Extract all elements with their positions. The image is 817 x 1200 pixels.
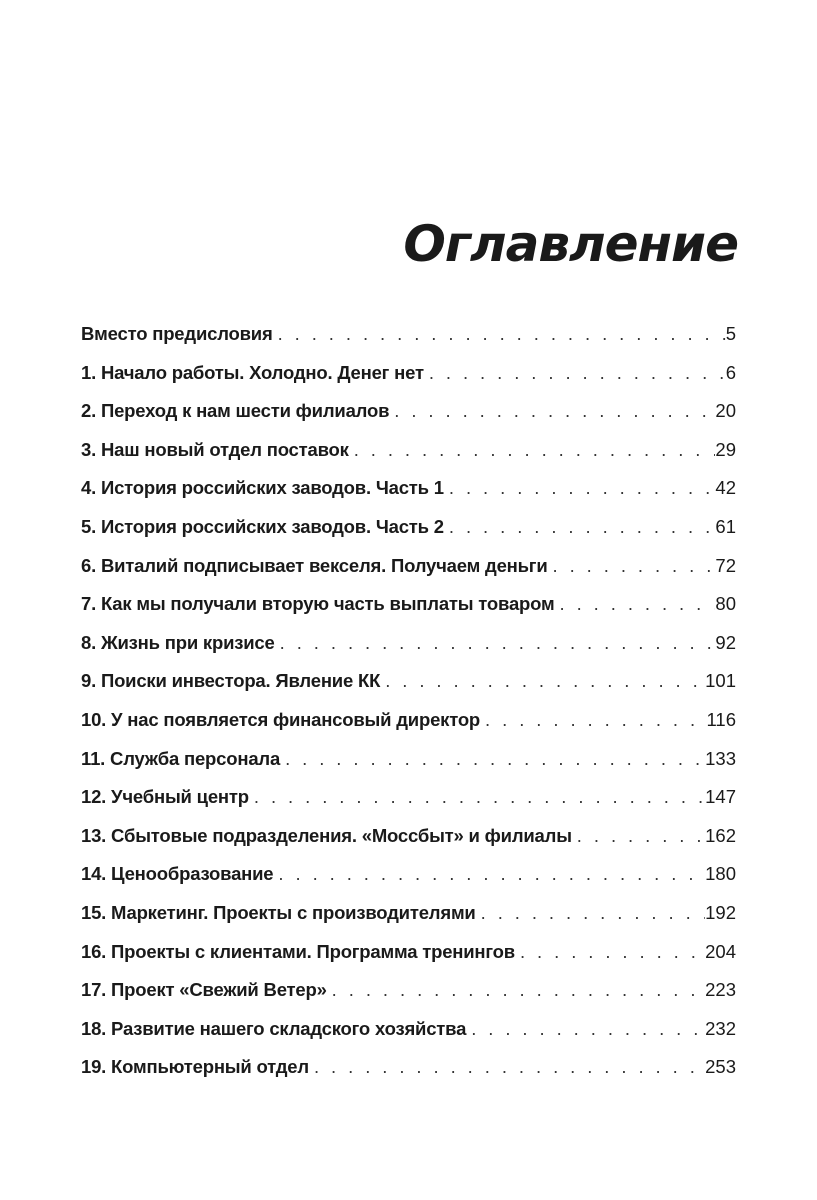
toc-entry-title: 17. Проект «Свежий Ветер»: [81, 979, 327, 1001]
toc-page-number: 133: [705, 747, 736, 769]
toc-page-number: 72: [715, 554, 736, 576]
toc-page-number: 6: [725, 361, 736, 383]
toc-entry-title: Вместо предисловия: [81, 323, 273, 344]
toc-dot-leader: [309, 1048, 705, 1087]
toc-entry: [81, 508, 736, 547]
toc-entry-title: 6. Виталий подписывает векселя. Получаем деньги: [81, 554, 548, 576]
toc-entry-title: 5. История российских заводов. Часть 2: [81, 515, 444, 537]
toc-dot-leader: [444, 469, 716, 508]
toc-dot-leader: [480, 701, 706, 740]
toc-entry: [81, 585, 736, 624]
toc-entry: [81, 971, 736, 1010]
toc-page-number: 253: [705, 1056, 736, 1078]
toc-entry: [81, 547, 736, 586]
toc-entry: [81, 855, 736, 894]
toc-entry: [81, 392, 736, 431]
toc-page-number: 192: [705, 901, 736, 923]
toc-entry-title: 18. Развитие нашего складского хозяйства: [81, 1017, 467, 1039]
toc-page-number: 204: [705, 940, 736, 962]
toc-entry-title: 11. Служба персонала: [81, 747, 281, 769]
toc-entry: [81, 1010, 736, 1049]
toc-page-number: 223: [705, 979, 736, 1001]
page-title: Оглавление: [403, 215, 738, 273]
toc-page-number: 147: [705, 786, 736, 808]
toc-entry-title: 10. У нас появляется финансовый директор: [81, 708, 481, 730]
toc-page-number: 180: [705, 863, 736, 885]
toc-entry: [81, 894, 736, 933]
toc-entry: [81, 624, 736, 663]
toc-page-number: 232: [705, 1017, 736, 1039]
toc-entry-title: 2. Переход к нам шести филиалов: [81, 400, 390, 422]
toc-page-number: 162: [705, 824, 736, 846]
toc-entry: [81, 933, 736, 972]
toc-dot-leader: [380, 662, 705, 701]
toc-page-number: 20: [715, 400, 736, 422]
toc-page-number: 61: [715, 515, 736, 537]
toc-dot-leader: [389, 392, 715, 431]
toc-entry-title: 8. Жизнь при кризисе: [81, 631, 275, 653]
toc-dot-leader: [466, 1010, 705, 1049]
toc-dot-leader: [476, 894, 706, 933]
toc-page-number: 29: [715, 438, 736, 460]
toc-dot-leader: [273, 855, 705, 894]
toc-dot-leader: [572, 817, 705, 856]
toc-dot-leader: [548, 547, 716, 586]
toc-entry: [81, 354, 736, 393]
toc-entry: [81, 701, 736, 740]
toc-dot-leader: [349, 431, 716, 470]
toc-entry-title: 15. Маркетинг. Проекты с производителями: [81, 901, 476, 923]
toc-page-number: 116: [706, 708, 736, 730]
toc-entry-title: 19. Компьютерный отдел: [81, 1056, 309, 1078]
toc-dot-leader: [273, 315, 726, 354]
toc-entry-title: 3. Наш новый отдел поставок: [81, 438, 349, 460]
toc-entry: [81, 662, 736, 701]
toc-entry-title: 1. Начало работы. Холодно. Денег нет: [81, 361, 424, 383]
toc-page-number: 101: [705, 670, 736, 692]
toc-dot-leader: [555, 585, 716, 624]
toc-dot-leader: [444, 508, 716, 547]
toc-dot-leader: [280, 740, 705, 779]
toc-page-number: 5: [725, 323, 736, 344]
toc-entry: [81, 315, 736, 354]
toc-page-number: 92: [715, 631, 736, 653]
toc-dot-leader: [249, 778, 705, 817]
toc-entry: [81, 778, 736, 817]
toc-page-number: 42: [715, 477, 736, 499]
toc-page-number: 80: [715, 593, 736, 615]
toc-entry-title: 13. Сбытовые подразделения. «Моссбыт» и филиалы: [81, 824, 572, 846]
toc-entry-title: 7. Как мы получали вторую часть выплаты товаром: [81, 593, 555, 615]
toc-entry: [81, 431, 736, 470]
toc-dot-leader: [327, 971, 705, 1010]
toc-dot-leader: [515, 933, 705, 972]
toc-entry: [81, 740, 736, 779]
toc-entry-title: 12. Учебный центр: [81, 786, 249, 808]
toc-entry-title: 9. Поиски инвестора. Явление КК: [81, 670, 381, 692]
toc-entry-title: 14. Ценообразование: [81, 863, 274, 885]
toc-entry: [81, 469, 736, 508]
toc-dot-leader: [275, 624, 716, 663]
toc-entry: [81, 817, 736, 856]
toc-entry-title: 4. История российских заводов. Часть 1: [81, 477, 444, 499]
toc-entry-title: 16. Проекты с клиентами. Программа тренингов: [81, 940, 515, 962]
toc-dot-leader: [424, 354, 726, 393]
toc-entry: [81, 1048, 736, 1087]
toc-list: [81, 315, 736, 1087]
